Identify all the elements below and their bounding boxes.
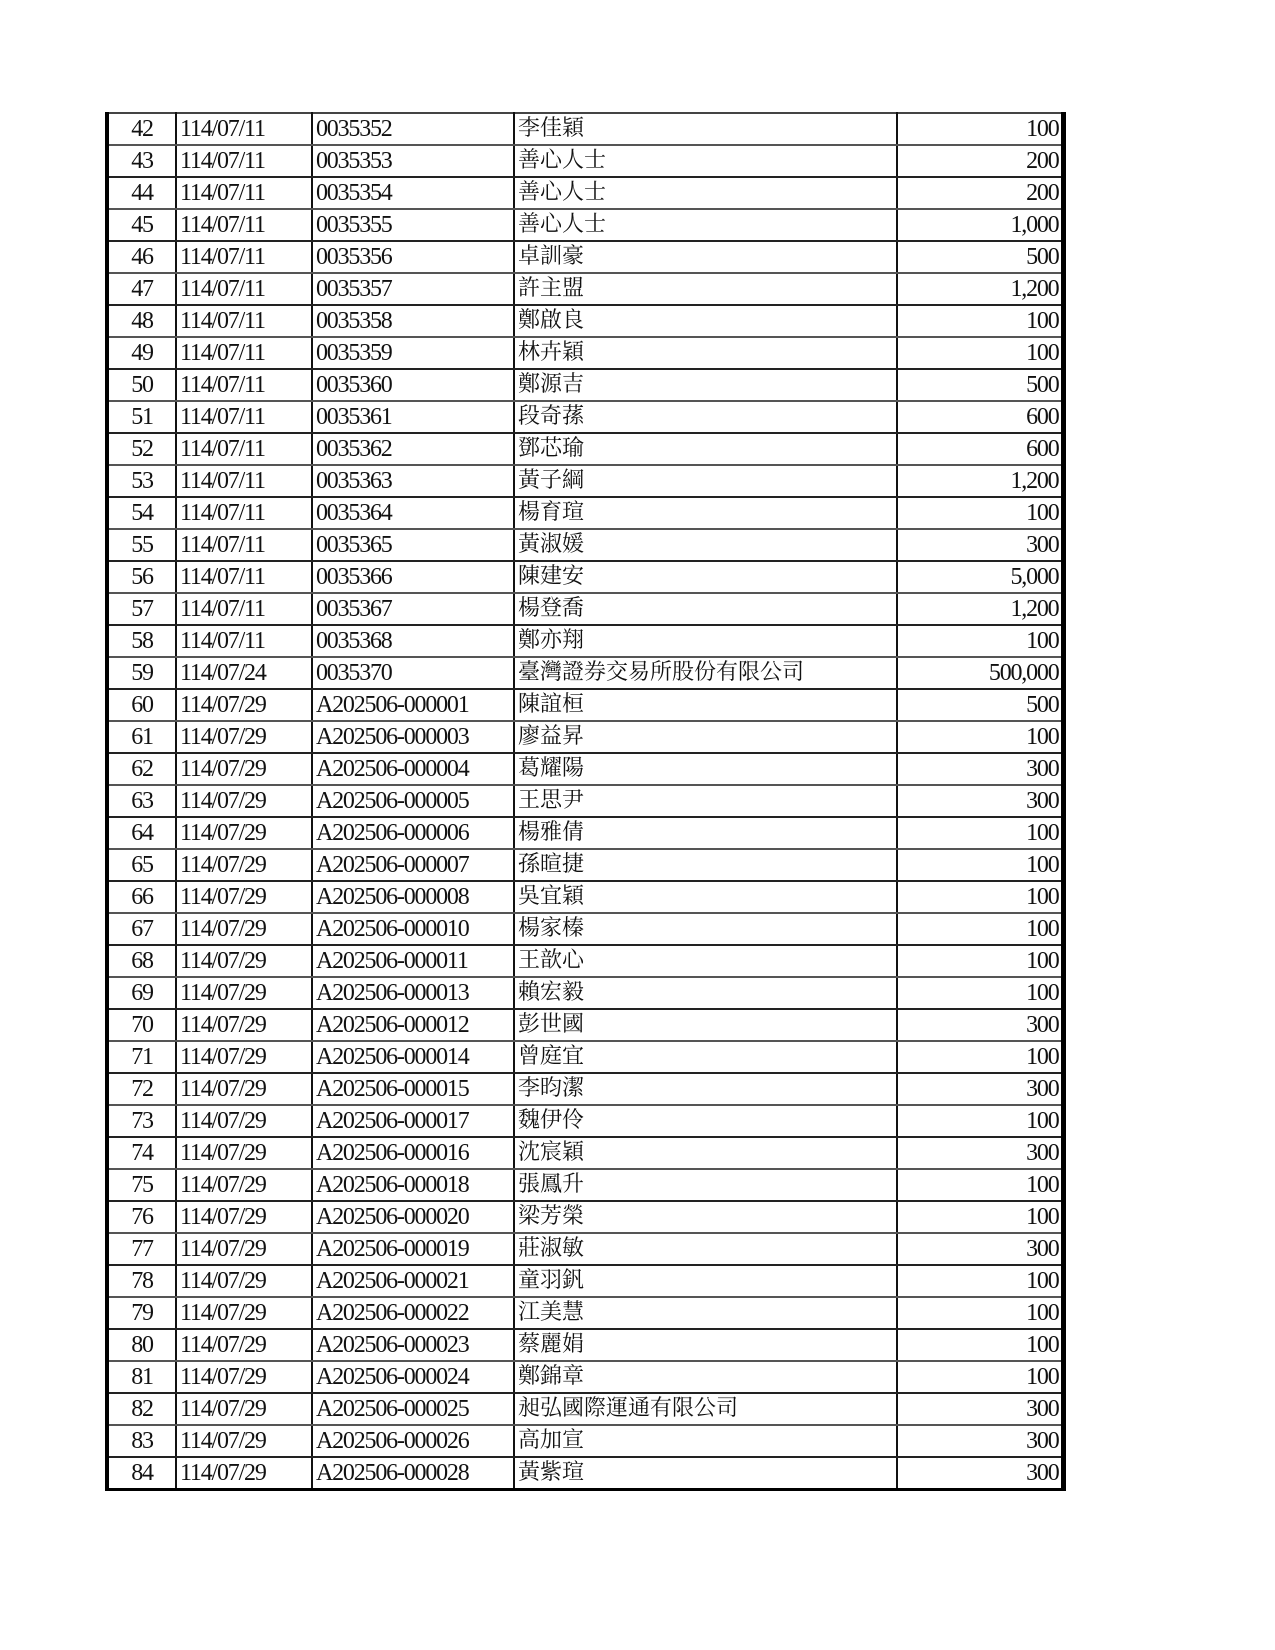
donor-name-cell: 鄭錦章 xyxy=(514,1361,897,1393)
row-number-cell: 78 xyxy=(107,1265,176,1297)
donation-amount-cell: 100 xyxy=(897,1329,1063,1361)
donation-date-cell: 114/07/29 xyxy=(176,785,312,817)
donation-amount-cell: 100 xyxy=(897,1105,1063,1137)
donation-date-cell: 114/07/11 xyxy=(176,401,312,433)
row-number-cell: 66 xyxy=(107,881,176,913)
table-row xyxy=(107,401,1063,433)
donation-amount-cell: 300 xyxy=(897,1073,1063,1105)
donor-name-cell: 葛耀陽 xyxy=(514,753,897,785)
row-number-cell: 68 xyxy=(107,945,176,977)
receipt-number-cell: A202506-000010 xyxy=(312,913,514,945)
table-row xyxy=(107,1393,1063,1425)
donor-name-cell: 鄭亦翔 xyxy=(514,625,897,657)
donation-amount-cell: 100 xyxy=(897,1361,1063,1393)
donor-name-cell: 王歆心 xyxy=(514,945,897,977)
donation-amount-cell: 100 xyxy=(897,625,1063,657)
donor-name-cell: 卓訓豪 xyxy=(514,241,897,273)
table-row xyxy=(107,1137,1063,1169)
receipt-number-cell: 0035357 xyxy=(312,273,514,305)
table-row xyxy=(107,593,1063,625)
receipt-number-cell: 0035367 xyxy=(312,593,514,625)
donation-amount-cell: 100 xyxy=(897,977,1063,1009)
table-row xyxy=(107,753,1063,785)
table-row xyxy=(107,497,1063,529)
receipt-number-cell: A202506-000008 xyxy=(312,881,514,913)
receipt-number-cell: 0035365 xyxy=(312,529,514,561)
donation-date-cell: 114/07/29 xyxy=(176,817,312,849)
donation-amount-cell: 500 xyxy=(897,369,1063,401)
row-number-cell: 76 xyxy=(107,1201,176,1233)
row-number-cell: 67 xyxy=(107,913,176,945)
donor-name-cell: 童羽釩 xyxy=(514,1265,897,1297)
receipt-number-cell: A202506-000001 xyxy=(312,689,514,721)
donation-amount-cell: 100 xyxy=(897,497,1063,529)
donor-name-cell: 高加宣 xyxy=(514,1425,897,1457)
receipt-number-cell: A202506-000025 xyxy=(312,1393,514,1425)
donor-name-cell: 張鳳升 xyxy=(514,1169,897,1201)
receipt-number-cell: 0035354 xyxy=(312,177,514,209)
donor-name-cell: 黃子綱 xyxy=(514,465,897,497)
donor-name-cell: 李昀潔 xyxy=(514,1073,897,1105)
donation-date-cell: 114/07/29 xyxy=(176,1137,312,1169)
donor-name-cell: 昶弘國際運通有限公司 xyxy=(514,1393,897,1425)
donation-amount-cell: 100 xyxy=(897,113,1063,145)
receipt-number-cell: 0035358 xyxy=(312,305,514,337)
donor-name-cell: 黃淑媛 xyxy=(514,529,897,561)
donation-amount-cell: 300 xyxy=(897,529,1063,561)
donation-amount-cell: 500 xyxy=(897,241,1063,273)
donation-date-cell: 114/07/29 xyxy=(176,1041,312,1073)
table-row xyxy=(107,177,1063,209)
receipt-number-cell: 0035356 xyxy=(312,241,514,273)
row-number-cell: 47 xyxy=(107,273,176,305)
donation-ledger-table xyxy=(105,112,1066,1491)
donation-amount-cell: 100 xyxy=(897,913,1063,945)
donation-date-cell: 114/07/11 xyxy=(176,529,312,561)
row-number-cell: 42 xyxy=(107,113,176,145)
row-number-cell: 62 xyxy=(107,753,176,785)
donor-name-cell: 楊家榛 xyxy=(514,913,897,945)
row-number-cell: 63 xyxy=(107,785,176,817)
donor-name-cell: 孫暄捷 xyxy=(514,849,897,881)
donation-amount-cell: 300 xyxy=(897,753,1063,785)
row-number-cell: 60 xyxy=(107,689,176,721)
donation-amount-cell: 300 xyxy=(897,1137,1063,1169)
row-number-cell: 82 xyxy=(107,1393,176,1425)
donation-date-cell: 114/07/29 xyxy=(176,1425,312,1457)
donor-name-cell: 林卉穎 xyxy=(514,337,897,369)
table-row xyxy=(107,337,1063,369)
donation-amount-cell: 600 xyxy=(897,433,1063,465)
donor-name-cell: 王思尹 xyxy=(514,785,897,817)
table-row xyxy=(107,145,1063,177)
table-row xyxy=(107,1169,1063,1201)
donation-date-cell: 114/07/29 xyxy=(176,753,312,785)
row-number-cell: 51 xyxy=(107,401,176,433)
donation-amount-cell: 200 xyxy=(897,145,1063,177)
donation-date-cell: 114/07/29 xyxy=(176,1233,312,1265)
row-number-cell: 74 xyxy=(107,1137,176,1169)
receipt-number-cell: A202506-000013 xyxy=(312,977,514,1009)
donation-date-cell: 114/07/29 xyxy=(176,1009,312,1041)
donor-name-cell: 楊育瑄 xyxy=(514,497,897,529)
donation-amount-cell: 100 xyxy=(897,881,1063,913)
table-row xyxy=(107,1201,1063,1233)
donation-date-cell: 114/07/29 xyxy=(176,913,312,945)
donor-name-cell: 楊雅倩 xyxy=(514,817,897,849)
table-row xyxy=(107,209,1063,241)
donation-date-cell: 114/07/29 xyxy=(176,689,312,721)
receipt-number-cell: A202506-000003 xyxy=(312,721,514,753)
row-number-cell: 71 xyxy=(107,1041,176,1073)
donor-name-cell: 曾庭宜 xyxy=(514,1041,897,1073)
donation-date-cell: 114/07/29 xyxy=(176,1105,312,1137)
ledger-body xyxy=(107,113,1063,1490)
donation-date-cell: 114/07/29 xyxy=(176,1329,312,1361)
row-number-cell: 79 xyxy=(107,1297,176,1329)
donor-name-cell: 蔡麗娟 xyxy=(514,1329,897,1361)
table-row xyxy=(107,689,1063,721)
receipt-number-cell: A202506-000024 xyxy=(312,1361,514,1393)
row-number-cell: 84 xyxy=(107,1457,176,1490)
receipt-number-cell: A202506-000019 xyxy=(312,1233,514,1265)
donation-amount-cell: 100 xyxy=(897,849,1063,881)
table-row xyxy=(107,1425,1063,1457)
row-number-cell: 52 xyxy=(107,433,176,465)
row-number-cell: 69 xyxy=(107,977,176,1009)
donation-amount-cell: 300 xyxy=(897,1425,1063,1457)
row-number-cell: 64 xyxy=(107,817,176,849)
donation-date-cell: 114/07/29 xyxy=(176,977,312,1009)
receipt-number-cell: A202506-000014 xyxy=(312,1041,514,1073)
donation-amount-cell: 300 xyxy=(897,1457,1063,1490)
donor-name-cell: 賴宏毅 xyxy=(514,977,897,1009)
donation-date-cell: 114/07/11 xyxy=(176,209,312,241)
donor-name-cell: 江美慧 xyxy=(514,1297,897,1329)
receipt-number-cell: A202506-000022 xyxy=(312,1297,514,1329)
donation-amount-cell: 100 xyxy=(897,337,1063,369)
row-number-cell: 45 xyxy=(107,209,176,241)
receipt-number-cell: 0035353 xyxy=(312,145,514,177)
table-row xyxy=(107,113,1063,145)
table-row xyxy=(107,433,1063,465)
donor-name-cell: 廖益昇 xyxy=(514,721,897,753)
row-number-cell: 56 xyxy=(107,561,176,593)
receipt-number-cell: 0035362 xyxy=(312,433,514,465)
donation-amount-cell: 100 xyxy=(897,945,1063,977)
table-row xyxy=(107,625,1063,657)
donation-amount-cell: 100 xyxy=(897,1169,1063,1201)
donation-amount-cell: 1,000 xyxy=(897,209,1063,241)
receipt-number-cell: A202506-000020 xyxy=(312,1201,514,1233)
row-number-cell: 50 xyxy=(107,369,176,401)
donation-date-cell: 114/07/29 xyxy=(176,1393,312,1425)
donation-date-cell: 114/07/11 xyxy=(176,465,312,497)
donation-amount-cell: 1,200 xyxy=(897,593,1063,625)
donor-name-cell: 善心人士 xyxy=(514,145,897,177)
donation-amount-cell: 100 xyxy=(897,305,1063,337)
table-row xyxy=(107,241,1063,273)
table-row xyxy=(107,1041,1063,1073)
row-number-cell: 73 xyxy=(107,1105,176,1137)
donor-name-cell: 楊登喬 xyxy=(514,593,897,625)
donation-date-cell: 114/07/11 xyxy=(176,273,312,305)
table-row xyxy=(107,849,1063,881)
donation-date-cell: 114/07/29 xyxy=(176,881,312,913)
row-number-cell: 83 xyxy=(107,1425,176,1457)
donation-date-cell: 114/07/11 xyxy=(176,625,312,657)
row-number-cell: 72 xyxy=(107,1073,176,1105)
donor-name-cell: 沈宸穎 xyxy=(514,1137,897,1169)
table-row xyxy=(107,369,1063,401)
donation-date-cell: 114/07/11 xyxy=(176,561,312,593)
donation-date-cell: 114/07/11 xyxy=(176,593,312,625)
donation-amount-cell: 5,000 xyxy=(897,561,1063,593)
receipt-number-cell: A202506-000021 xyxy=(312,1265,514,1297)
table-row xyxy=(107,1105,1063,1137)
donor-name-cell: 吳宜穎 xyxy=(514,881,897,913)
receipt-number-cell: A202506-000018 xyxy=(312,1169,514,1201)
donation-amount-cell: 500,000 xyxy=(897,657,1063,689)
table-row xyxy=(107,881,1063,913)
donation-date-cell: 114/07/11 xyxy=(176,369,312,401)
donation-date-cell: 114/07/29 xyxy=(176,1073,312,1105)
donation-date-cell: 114/07/11 xyxy=(176,113,312,145)
donor-name-cell: 善心人士 xyxy=(514,177,897,209)
table-row xyxy=(107,1361,1063,1393)
donation-date-cell: 114/07/11 xyxy=(176,145,312,177)
row-number-cell: 81 xyxy=(107,1361,176,1393)
receipt-number-cell: A202506-000028 xyxy=(312,1457,514,1490)
row-number-cell: 59 xyxy=(107,657,176,689)
donation-amount-cell: 500 xyxy=(897,689,1063,721)
donor-name-cell: 許主盟 xyxy=(514,273,897,305)
donation-date-cell: 114/07/29 xyxy=(176,849,312,881)
row-number-cell: 44 xyxy=(107,177,176,209)
row-number-cell: 65 xyxy=(107,849,176,881)
donor-name-cell: 莊淑敏 xyxy=(514,1233,897,1265)
donation-date-cell: 114/07/29 xyxy=(176,721,312,753)
receipt-number-cell: A202506-000023 xyxy=(312,1329,514,1361)
receipt-number-cell: A202506-000012 xyxy=(312,1009,514,1041)
receipt-number-cell: 0035359 xyxy=(312,337,514,369)
row-number-cell: 70 xyxy=(107,1009,176,1041)
row-number-cell: 61 xyxy=(107,721,176,753)
table-row xyxy=(107,657,1063,689)
donor-name-cell: 陳建安 xyxy=(514,561,897,593)
donation-amount-cell: 200 xyxy=(897,177,1063,209)
donation-date-cell: 114/07/11 xyxy=(176,433,312,465)
donor-name-cell: 李佳穎 xyxy=(514,113,897,145)
table-row xyxy=(107,977,1063,1009)
donor-name-cell: 鄭源吉 xyxy=(514,369,897,401)
table-row xyxy=(107,1457,1063,1490)
table-row xyxy=(107,1297,1063,1329)
row-number-cell: 75 xyxy=(107,1169,176,1201)
donation-date-cell: 114/07/29 xyxy=(176,1201,312,1233)
table-row xyxy=(107,1073,1063,1105)
receipt-number-cell: 0035361 xyxy=(312,401,514,433)
donor-name-cell: 彭世國 xyxy=(514,1009,897,1041)
donation-date-cell: 114/07/29 xyxy=(176,1361,312,1393)
receipt-number-cell: A202506-000026 xyxy=(312,1425,514,1457)
receipt-number-cell: 0035360 xyxy=(312,369,514,401)
donation-date-cell: 114/07/29 xyxy=(176,945,312,977)
row-number-cell: 55 xyxy=(107,529,176,561)
donation-amount-cell: 100 xyxy=(897,1297,1063,1329)
donation-amount-cell: 600 xyxy=(897,401,1063,433)
donor-name-cell: 陳誼桓 xyxy=(514,689,897,721)
receipt-number-cell: A202506-000006 xyxy=(312,817,514,849)
row-number-cell: 46 xyxy=(107,241,176,273)
row-number-cell: 80 xyxy=(107,1329,176,1361)
donation-date-cell: 114/07/11 xyxy=(176,497,312,529)
table-row xyxy=(107,913,1063,945)
donation-amount-cell: 1,200 xyxy=(897,465,1063,497)
row-number-cell: 77 xyxy=(107,1233,176,1265)
donor-name-cell: 鄧芯瑜 xyxy=(514,433,897,465)
row-number-cell: 58 xyxy=(107,625,176,657)
receipt-number-cell: 0035363 xyxy=(312,465,514,497)
donation-date-cell: 114/07/29 xyxy=(176,1297,312,1329)
row-number-cell: 53 xyxy=(107,465,176,497)
receipt-number-cell: 0035366 xyxy=(312,561,514,593)
donation-amount-cell: 300 xyxy=(897,1233,1063,1265)
donor-name-cell: 善心人士 xyxy=(514,209,897,241)
receipt-number-cell: A202506-000011 xyxy=(312,945,514,977)
donation-date-cell: 114/07/11 xyxy=(176,337,312,369)
donation-amount-cell: 100 xyxy=(897,1265,1063,1297)
table-row xyxy=(107,273,1063,305)
donation-date-cell: 114/07/29 xyxy=(176,1457,312,1490)
donation-date-cell: 114/07/29 xyxy=(176,1169,312,1201)
receipt-number-cell: A202506-000016 xyxy=(312,1137,514,1169)
row-number-cell: 43 xyxy=(107,145,176,177)
receipt-number-cell: A202506-000017 xyxy=(312,1105,514,1137)
row-number-cell: 49 xyxy=(107,337,176,369)
donation-date-cell: 114/07/11 xyxy=(176,241,312,273)
donation-date-cell: 114/07/29 xyxy=(176,1265,312,1297)
donor-name-cell: 黃紫瑄 xyxy=(514,1457,897,1490)
donation-amount-cell: 300 xyxy=(897,785,1063,817)
donation-amount-cell: 100 xyxy=(897,1041,1063,1073)
receipt-number-cell: A202506-000007 xyxy=(312,849,514,881)
table-row xyxy=(107,529,1063,561)
donor-name-cell: 臺灣證券交易所股份有限公司 xyxy=(514,657,897,689)
receipt-number-cell: 0035352 xyxy=(312,113,514,145)
table-row xyxy=(107,465,1063,497)
table-row xyxy=(107,945,1063,977)
donor-name-cell: 梁芳榮 xyxy=(514,1201,897,1233)
donation-amount-cell: 300 xyxy=(897,1393,1063,1425)
donation-date-cell: 114/07/24 xyxy=(176,657,312,689)
table-row xyxy=(107,1265,1063,1297)
receipt-number-cell: A202506-000004 xyxy=(312,753,514,785)
row-number-cell: 48 xyxy=(107,305,176,337)
receipt-number-cell: 0035364 xyxy=(312,497,514,529)
donation-date-cell: 114/07/11 xyxy=(176,177,312,209)
donor-name-cell: 鄭啟良 xyxy=(514,305,897,337)
donation-amount-cell: 300 xyxy=(897,1009,1063,1041)
table-row xyxy=(107,721,1063,753)
table-row xyxy=(107,1233,1063,1265)
receipt-number-cell: 0035370 xyxy=(312,657,514,689)
donation-amount-cell: 100 xyxy=(897,1201,1063,1233)
table-row xyxy=(107,1009,1063,1041)
receipt-number-cell: 0035368 xyxy=(312,625,514,657)
donor-name-cell: 段奇蓀 xyxy=(514,401,897,433)
donor-name-cell: 魏伊伶 xyxy=(514,1105,897,1137)
receipt-number-cell: 0035355 xyxy=(312,209,514,241)
table-row xyxy=(107,1329,1063,1361)
table-row xyxy=(107,817,1063,849)
donation-date-cell: 114/07/11 xyxy=(176,305,312,337)
donation-amount-cell: 100 xyxy=(897,817,1063,849)
row-number-cell: 57 xyxy=(107,593,176,625)
donation-amount-cell: 100 xyxy=(897,721,1063,753)
table-row xyxy=(107,305,1063,337)
receipt-number-cell: A202506-000005 xyxy=(312,785,514,817)
donation-amount-cell: 1,200 xyxy=(897,273,1063,305)
receipt-number-cell: A202506-000015 xyxy=(312,1073,514,1105)
table-row xyxy=(107,785,1063,817)
table-row xyxy=(107,561,1063,593)
row-number-cell: 54 xyxy=(107,497,176,529)
